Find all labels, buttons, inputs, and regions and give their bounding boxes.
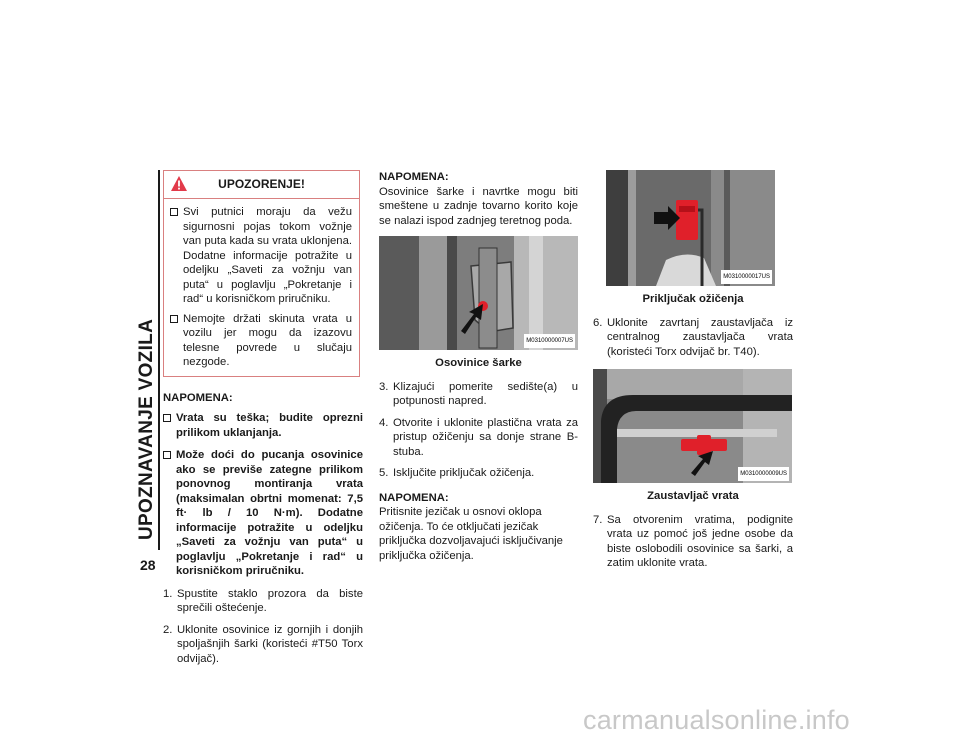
step-item: 3. Klizajući pomerite sedište(a) u potpunosti napred. <box>379 380 578 407</box>
step-item: 1. Spustite staklo prozora da biste sprečili oštećenje. <box>163 587 363 614</box>
figure-code: M0310000007US <box>524 334 575 349</box>
step-item: 6. Uklonite zavrtanj zaustavljača iz centralnog zaustavljača vrata (koristeći Torx odvijač br. T40). <box>593 316 793 358</box>
warning-header <box>164 171 359 199</box>
step-item: 2. Uklonite osovinice iz gornjih i donjih spoljašnjih šarki (koristeći #T50 Torx odvijač). <box>163 623 363 665</box>
section-tab-label: UPOZNAVANJE VOZILA <box>136 318 157 540</box>
watermark: carmanualsonline.info <box>583 705 850 735</box>
note-item: Može doći do pucanja osovinice ako se previše zategne prilikom ponovnog montiranja vrata (maksimalan obrtni momenat: 7,5 ft· lb / 10 N·m). Dodatne informacije potražite u odeljku „Saveti za vožnju van puta“ u poglavlju „Pokretanje i rad“ u korisničkom priručniku. <box>163 448 363 579</box>
step-item: 7. Sa otvorenim vratima, podignite vrata uz pomoć još jedne osobe da biste oslobodili osovinice sa šarki, a zatim uklonite vrata. <box>593 513 793 569</box>
note-text: Pritisnite jezičak u osnovi oklopa ožičenja. To će otključati jezičak priključka dozvoljavajući isključivanje priključka ožičenja. <box>379 506 563 562</box>
section-tab <box>134 168 160 550</box>
column-2 <box>379 170 578 563</box>
note-label: NAPOMENA: <box>379 491 449 504</box>
checkbox-square-icon <box>170 315 178 323</box>
step-item: 5. Isključite priključak ožičenja. <box>379 467 535 479</box>
figure-caption: Priključak ožičenja <box>642 293 744 305</box>
wiring-connector-photo <box>606 170 775 286</box>
figure-caption: Zaustavljač vrata <box>647 490 739 502</box>
warning-item: Nemojte držati skinuta vrata u vozilu jer mogu da izazovu telesne povrede u slučaju nezgode. <box>170 312 352 370</box>
figure-code: M0310000009US <box>738 467 789 482</box>
warning-title: UPOZORENJE! <box>218 177 305 191</box>
note-item: Vrata su teška; budite oprezni prilikom uklanjanja. <box>163 411 363 440</box>
column-1 <box>163 170 363 673</box>
checkbox-square-icon <box>163 451 171 459</box>
section-divider <box>158 170 160 550</box>
page-number: 28 <box>140 557 156 573</box>
note-label: NAPOMENA: <box>163 391 233 404</box>
warning-triangle-icon <box>170 175 188 192</box>
column-3 <box>593 170 793 578</box>
checkbox-square-icon <box>163 414 171 422</box>
figure-caption: Osovinice šarke <box>435 357 522 369</box>
hinge-pins-photo <box>379 236 578 350</box>
note-label: NAPOMENA: <box>379 171 449 183</box>
warning-box <box>163 170 360 377</box>
door-check-photo <box>593 369 792 483</box>
warning-item: Svi putnici moraju da vežu sigurnosni pojas tokom vožnje van puta kada su vrata uklonjena. Dodatne informacije potražite u odeljku „Saveti za vožnju van puta“ u poglavlju „Pokretanje i rad“ u korisničkom priručniku. <box>170 205 352 307</box>
checkbox-square-icon <box>170 208 178 216</box>
figure-code: M0310000017US <box>721 270 772 285</box>
step-item: 4. Otvorite i uklonite plastična vrata za pristup ožičenju sa donje strane B-stuba. <box>379 416 578 458</box>
note-text: Osovinice šarke i navrtke mogu biti smeštene u zadnje tovarno korito koje se nalazi ispod zadnjeg teretnog poda. <box>379 185 578 227</box>
